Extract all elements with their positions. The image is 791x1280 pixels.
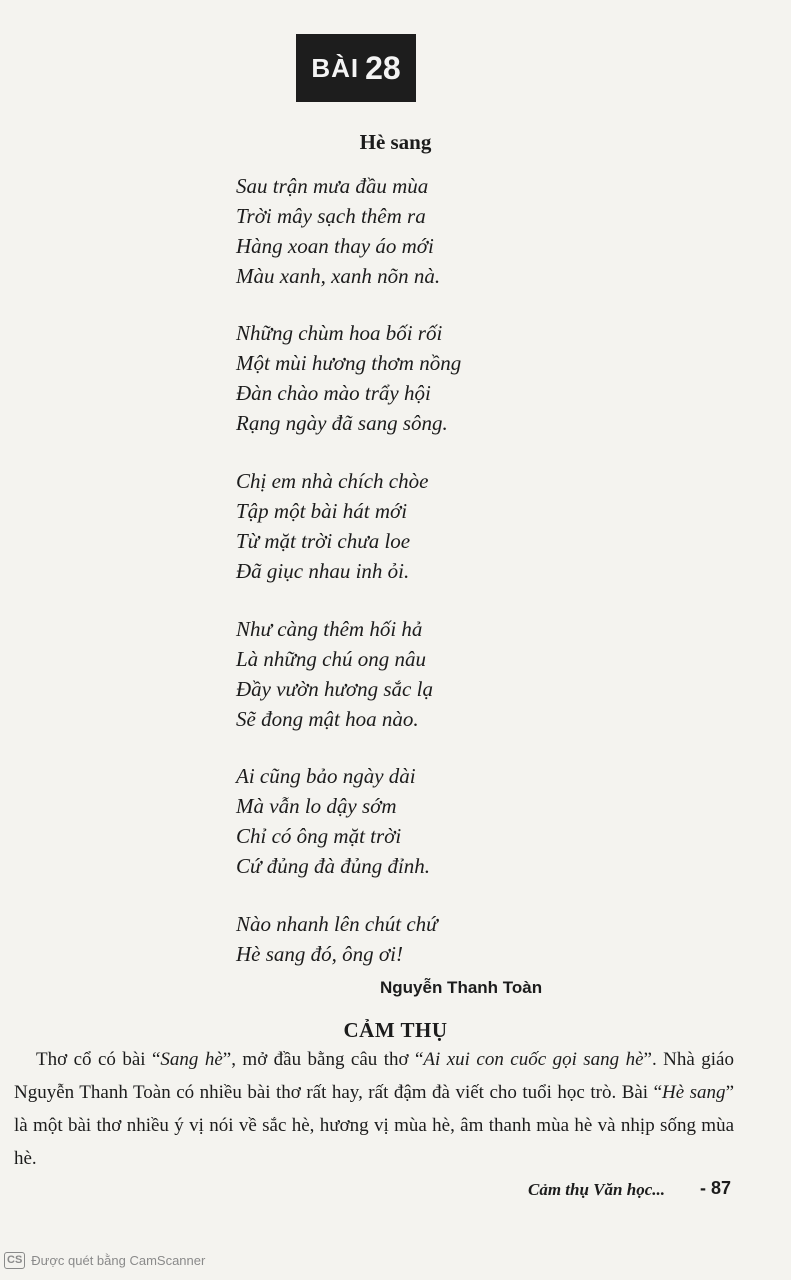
commentary-text [14,1043,734,1175]
watermark-text: Được quét bằng CamScanner [31,1253,206,1268]
poem-line: Rạng ngày đã sang sông. [236,411,448,435]
poem-line: Trời mây sạch thêm ra [236,204,426,228]
poem-line: Hè sang đó, ông ơi! [236,942,403,966]
text-run: ”. Nhà giáo Nguyễn Thanh Toàn có nhiều bài thơ rất hay, rất đậm đà viết cho tuổi học trò. Bài “ [14,1049,734,1103]
section-heading: CẢM THỤ [343,1018,448,1042]
poem-line: Hàng xoan thay áo mới [236,234,434,258]
quoted-verse-emphasis: Ai xui con cuốc gọi sang hè [423,1049,644,1070]
text-run: Thơ cổ có bài “ [36,1049,161,1070]
poem-line: Mà vẫn lo dậy sớm [236,794,397,818]
poem-line: Sau trận mưa đầu mùa [236,174,429,198]
poem-line: Sẽ đong mật hoa nào. [236,707,419,731]
poem-line: Chỉ có ông mặt trời [236,824,402,848]
camscanner-logo-icon: CS [4,1252,25,1269]
poem-line: Cứ đủng đà đủng đỉnh. [236,854,431,878]
poem-line: Chị em nhà chích chòe [236,469,429,493]
poem-line: Tập một bài hát mới [236,499,408,523]
poem-line: Đàn chào mào trẩy hội [236,381,431,405]
text-run: ” là một bài thơ nhiều ý vị nói về sắc hè, hương vị mùa hè, âm thanh mùa hè và nhịp sống mùa hè. [14,1082,734,1169]
poem-line: Như càng thêm hối hả [236,617,423,641]
poem-line: Những chùm hoa bối rối [236,321,443,345]
poem-stanza-1 [236,171,440,291]
poem-stanza-5 [236,761,430,881]
lesson-number-badge [296,34,416,102]
page-number: - 87 [700,1178,732,1198]
poem-stanza-4 [236,614,433,734]
poem-name-emphasis: Hè sang [662,1082,726,1103]
poem-line: Ai cũng bảo ngày dài [236,764,416,788]
poem-stanza-2 [236,318,461,438]
poem-line: Từ mặt trời chưa loe [236,529,411,553]
poem-line: Màu xanh, xanh nõn nà. [236,264,441,288]
lesson-number: 28 [365,49,401,86]
poem-line: Đầy vườn hương sắc lạ [236,677,433,701]
poem-line: Một mùi hương thơm nồng [236,351,462,375]
poem-stanza-3 [236,466,428,586]
footer-book-title: Cảm thụ Văn học... [528,1180,665,1199]
lesson-label: BÀI [311,52,360,83]
text-run: ”, mở đầu bằng câu thơ “ [222,1049,424,1070]
poem-stanza-6 [236,909,438,969]
poem-line: Nào nhanh lên chút chứ [236,912,438,936]
poem-author: Nguyễn Thanh Toàn [380,978,543,997]
poem-line: Là những chú ong nâu [236,647,426,671]
poem-title: Hè sang [359,130,432,154]
poem-line: Đã giục nhau inh ỏi. [236,559,410,583]
scanner-watermark [4,1252,205,1269]
poem-name-emphasis: Sang hè [160,1049,223,1070]
commentary-paragraph [14,1043,734,1175]
